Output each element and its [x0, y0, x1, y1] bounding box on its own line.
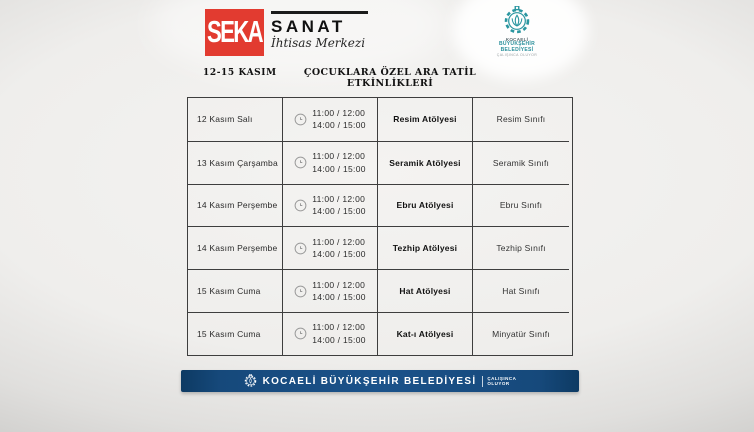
room-cell: Ebru Sınıfı	[472, 184, 569, 227]
time-values	[312, 107, 366, 132]
footer-tagline-line1: ÇALIŞINCA	[487, 375, 517, 381]
clock-icon	[294, 113, 307, 126]
time-values	[312, 236, 366, 261]
municipality-tagline: ÇALIŞINCA OLUYOR	[496, 53, 538, 57]
date-range: 12-15 KASIM	[203, 68, 277, 78]
room-cell: Resim Sınıfı	[472, 98, 569, 141]
time-cell	[282, 226, 377, 269]
workshop-cell: Hat Atölyesi	[377, 269, 472, 312]
seka-logo-right	[271, 9, 368, 50]
time-values	[312, 321, 366, 346]
municipality-gear-icon	[503, 6, 531, 36]
room-cell: Minyatür Sınıfı	[472, 312, 569, 355]
day-cell: 12 Kasım Salı	[197, 114, 253, 125]
time-slot-2: 14:00 / 15:00	[312, 292, 366, 303]
time-slot-2: 14:00 / 15:00	[312, 334, 366, 345]
clock-icon	[294, 242, 307, 255]
clock-icon	[294, 327, 307, 340]
municipality-logo	[479, 6, 555, 58]
seka-logo-rule	[271, 11, 368, 14]
workshop-cell: Ebru Atölyesi	[377, 184, 472, 227]
schedule-table	[187, 97, 573, 356]
day-cell: 14 Kasım Perşembe	[188, 226, 282, 269]
day-cell: 15 Kasım Cuma	[188, 312, 282, 355]
time-cell	[282, 184, 377, 227]
day-cell: 13 Kasım Çarşamba	[188, 141, 282, 184]
time-slot-2: 14:00 / 15:00	[312, 120, 366, 131]
seka-logo-text: SEKA	[207, 15, 262, 49]
clock-icon	[294, 199, 307, 212]
workshop-cell: Tezhip Atölyesi	[377, 226, 472, 269]
time-slot-1: 11:00 / 12:00	[312, 107, 366, 118]
footer-municipality-title: KOCAELİ BÜYÜKŞEHİR BELEDİYESİ	[262, 375, 477, 387]
time-values	[312, 150, 366, 175]
time-cell	[282, 269, 377, 312]
time-cell	[282, 312, 377, 355]
workshop-cell: Resim Atölyesi	[377, 98, 472, 141]
page-title: ÇOCUKLARA ÖZEL ARA TATİL ETKİNLİKLERİ	[303, 67, 477, 89]
room-cell: Tezhip Sınıfı	[472, 226, 569, 269]
time-slot-2: 14:00 / 15:00	[312, 163, 366, 174]
municipality-name-line2: BÜYÜKŞEHİR	[498, 41, 536, 47]
day-cell: 14 Kasım Perşembe	[188, 184, 282, 227]
time-cell	[282, 98, 377, 141]
time-slot-1: 11:00 / 12:00	[312, 236, 366, 247]
clock-icon	[294, 156, 307, 169]
time-slot-1: 11:00 / 12:00	[312, 322, 366, 333]
seka-logo-title: SANAT	[271, 16, 346, 36]
footer-banner	[181, 370, 579, 392]
time-values	[312, 279, 366, 304]
municipality-name-line1: KOCAELİ	[505, 37, 529, 42]
time-slot-2: 14:00 / 15:00	[312, 249, 366, 260]
day-cell: 15 Kasım Cuma	[188, 269, 282, 312]
seka-logo-subtitle: İhtisas Merkezi	[271, 35, 366, 50]
room-cell: Seramik Sınıfı	[472, 141, 569, 184]
time-cell	[282, 141, 377, 184]
time-slot-1: 11:00 / 12:00	[312, 193, 366, 204]
clock-icon	[294, 285, 307, 298]
footer-tagline-line2: OLUYOR	[487, 381, 510, 386]
footer-tagline	[482, 376, 516, 387]
room-cell: Hat Sınıfı	[472, 269, 569, 312]
time-slot-1: 11:00 / 12:00	[312, 151, 366, 162]
seka-sanat-logo	[205, 9, 368, 56]
seka-logo-box	[205, 9, 264, 56]
municipality-name-line3: BELEDİYESİ	[500, 46, 534, 53]
time-values	[312, 193, 366, 218]
workshop-cell: Kat-ı Atölyesi	[377, 312, 472, 355]
time-slot-1: 11:00 / 12:00	[312, 279, 366, 290]
footer-gear-icon	[244, 374, 257, 388]
workshop-cell: Seramik Atölyesi	[377, 141, 472, 184]
time-slot-2: 14:00 / 15:00	[312, 206, 366, 217]
